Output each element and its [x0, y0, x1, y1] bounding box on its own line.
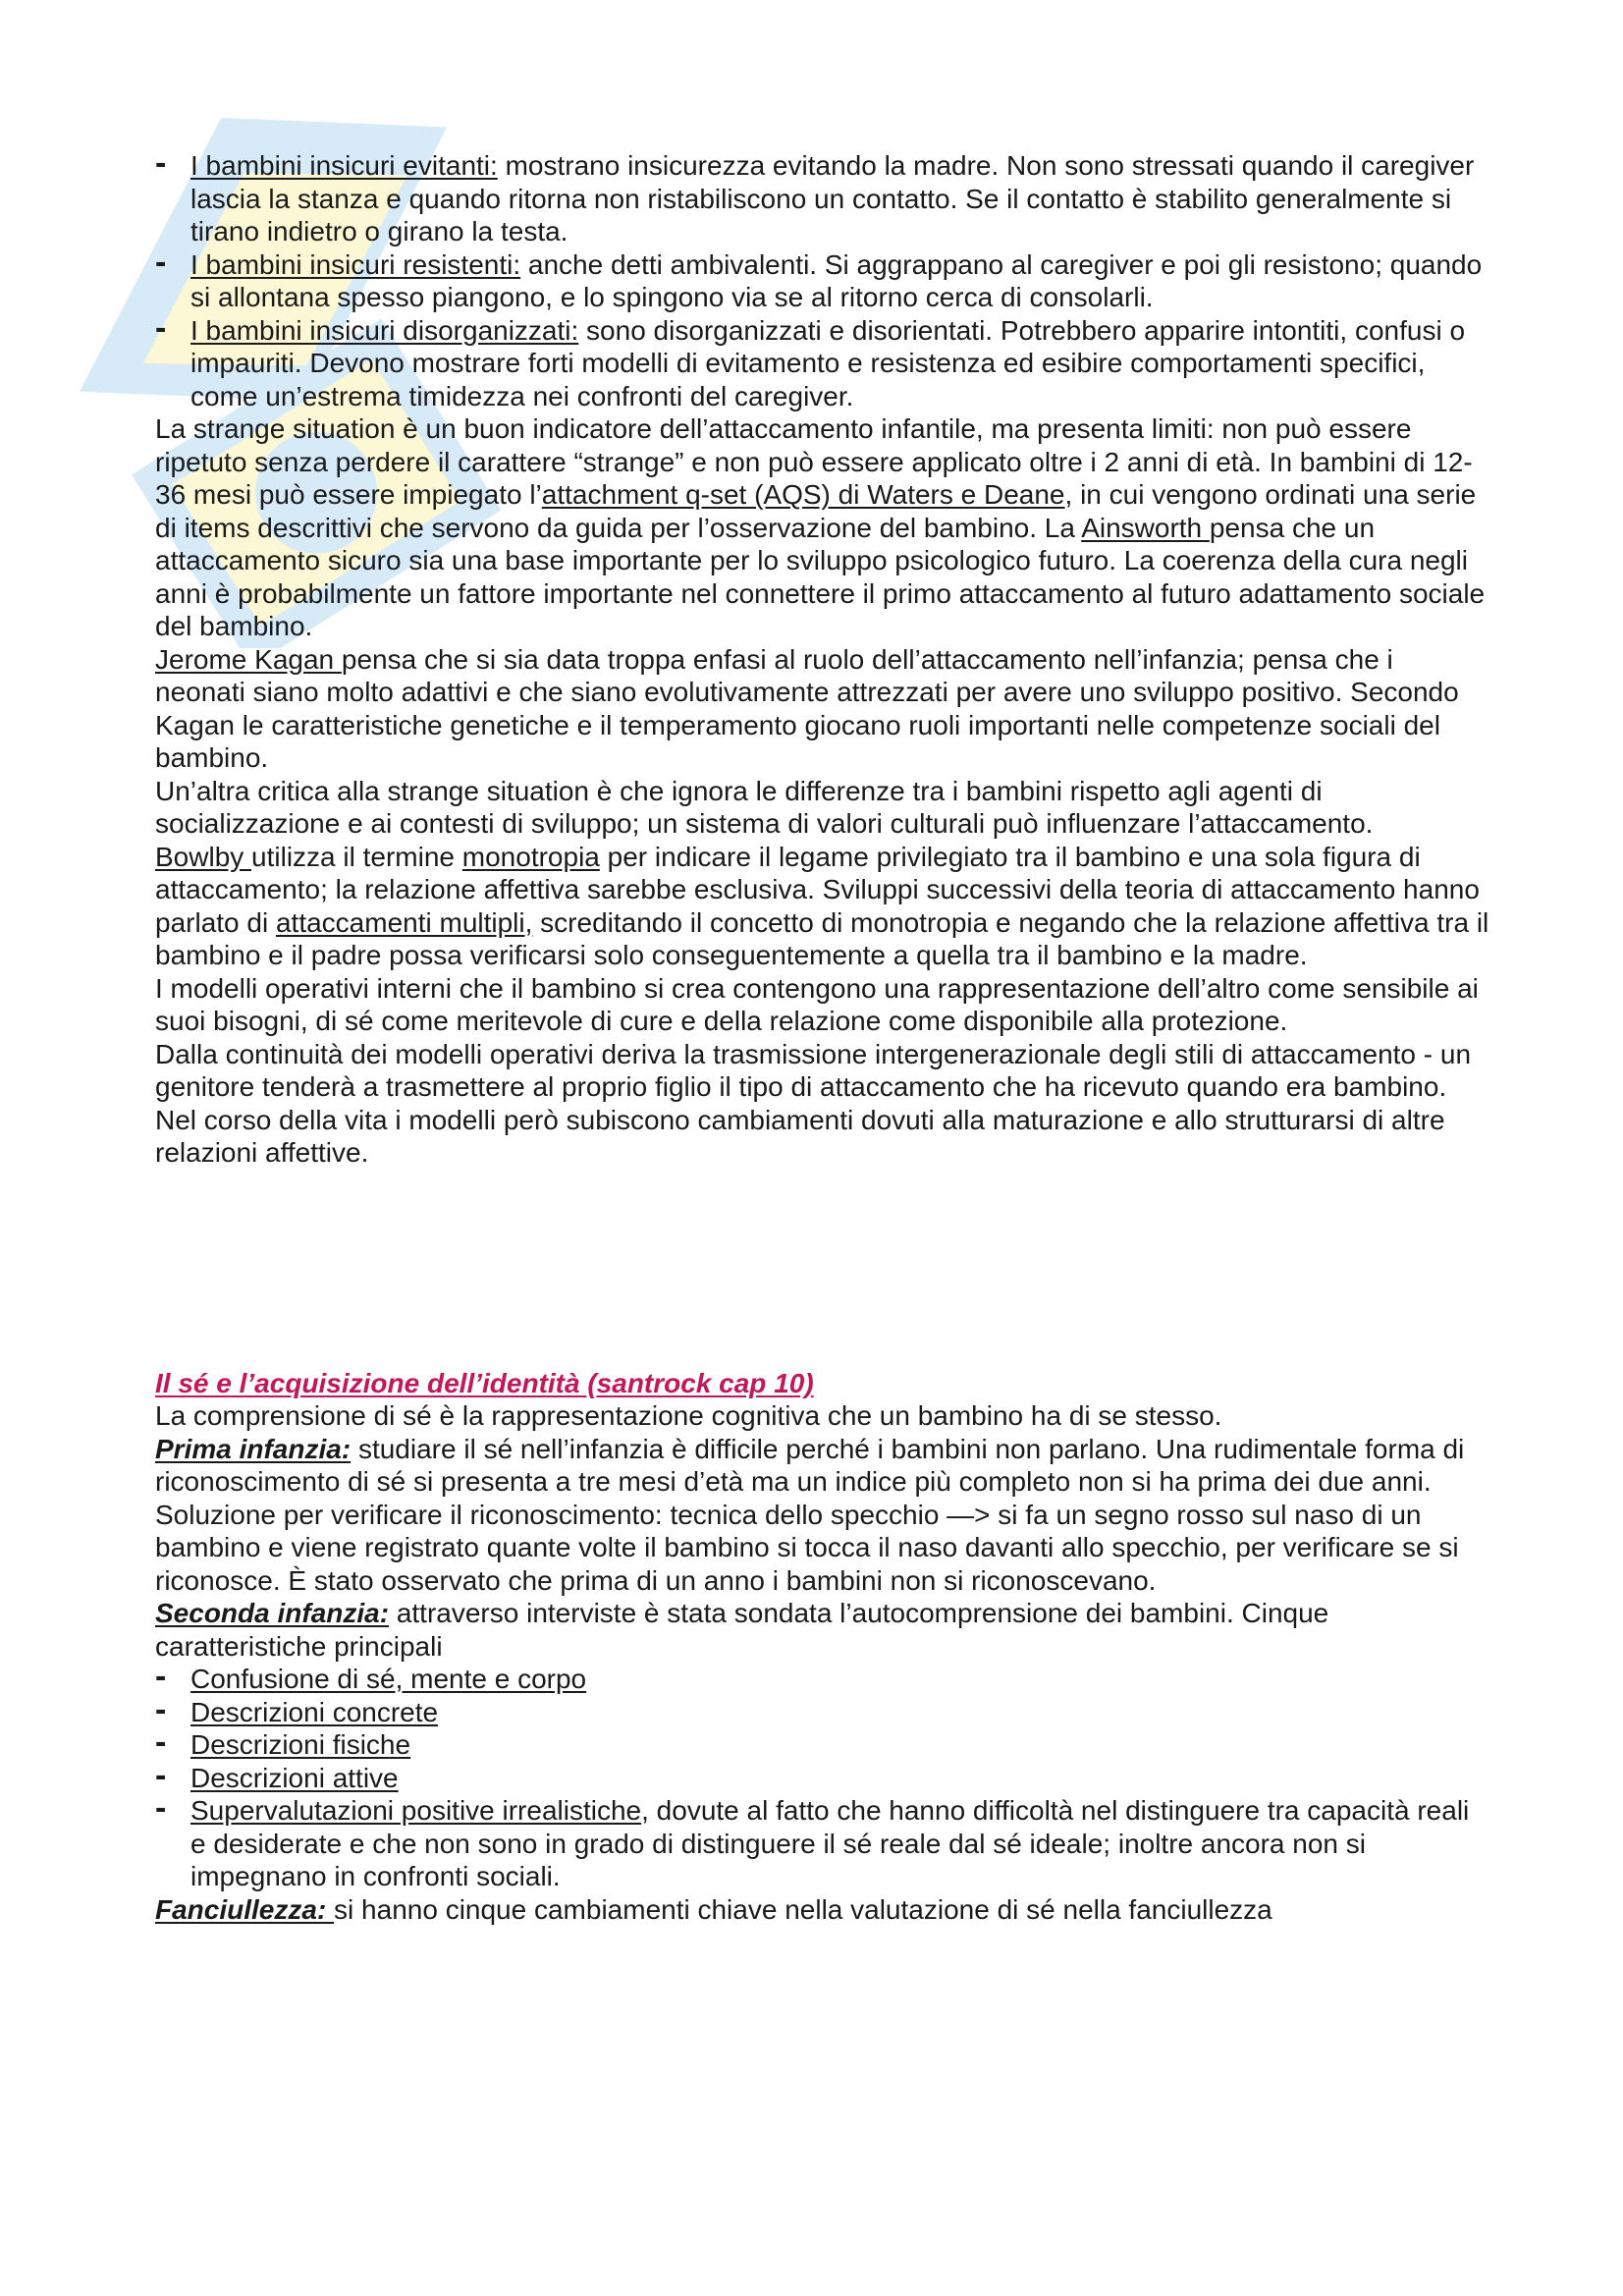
term-kagan: Jerome Kagan — [155, 643, 342, 675]
list-item-text: , dovute al fatto che hanno difficoltà nel distinguere tra capacità reali e desiderate e che non sono in grado di distinguere il sé reale dal sé ideale; inoltre ancora non si impegnano in confronti sociali. — [190, 1795, 1470, 1891]
paragraph-intro: La comprensione di sé è la rappresentazione cognitiva che un bambino ha di se stesso. — [155, 1400, 1222, 1431]
term-bowlby: Bowlby — [155, 841, 252, 872]
term-ainsworth: Ainsworth — [1081, 512, 1210, 543]
term-monotropia: monotropia — [461, 841, 600, 872]
list-item — [155, 314, 1490, 413]
text-run: pensa che si sia data troppa enfasi al ruolo dell’attaccamento nell’infanzia; pensa che i neonati siano molto adattivi e che siano evolutivamente attrezzati per avere uno sviluppo positivo. Secondo Kagan le caratteristiche genetiche e il temperamento giocano ruoli importanti nelle competenze sociali del bambino. — [155, 643, 1459, 773]
characteristics-list — [155, 1663, 1490, 1893]
text-run: , in cui vengono ordinati una serie di items descrittivi che servono da guida per l’osservazione del bambino. La — [155, 479, 1477, 543]
list-item — [155, 1794, 1490, 1893]
list-item — [155, 1663, 1490, 1696]
list-item-term: Descrizioni fisiche — [190, 1729, 411, 1760]
list-item-term: Supervalutazioni positive irrealistiche — [190, 1795, 642, 1826]
list-item-text: sono disorganizzati e disorientati. Potrebbero apparire intontiti, confusi o impauriti. Devono mostrare forti modelli di evitamento e resistenza ed esibire comportamenti specifici, come un’estrema timidezza nei confronti del caregiver. — [190, 314, 1466, 411]
list-item — [155, 1696, 1490, 1729]
list-item-text: mostrano insicurezza evitando la madre. Non sono stressati quando il caregiver lascia la stanza e quando ritorna non ristabiliscono un contatto. Se il contatto è stabilito generalmente si tirano indietro o girano la testa. — [190, 150, 1475, 246]
term-aqs: attachment q-set (AQS) di Waters e Deane — [541, 479, 1065, 510]
label-seconda-infanzia: Seconda infanzia: — [155, 1598, 390, 1628]
paragraph-trasmissione: Dalla continuità dei modelli operativi deriva la trasmissione intergenerazionale degli stili di attaccamento - un genitore tenderà a trasmettere al proprio figlio il tipo di attaccamento che ha ricevuto quando era bambino. Nel corso della vita i modelli però subiscono cambiamenti dovuti alla maturazione e allo strutturarsi di altre relazioni affettive. — [155, 1038, 1472, 1168]
attachment-types-list — [155, 149, 1490, 412]
text-run: La strange situation è un buon indicatore dell’attaccamento infantile, ma presenta limiti: non può essere ripetuto senza perdere il carattere “strange” e non può essere applicato oltre i 2 anni di età. In bambini di 12-36 mesi può essere impiegato l’ — [155, 413, 1473, 510]
term-attaccamenti-multipli: attaccamenti multipli, — [275, 906, 533, 938]
paragraph-kagan — [155, 643, 1490, 775]
paragraph-modelli-operativi: I modelli operativi interni che il bambino si crea contengono una rappresentazione dell’altro come sensibile ai suoi bisogni, di sé come meritevole di cure e della relazione come disponibile alla protezione. — [155, 972, 1479, 1036]
paragraph-bowlby — [155, 841, 1490, 972]
list-item-term: I bambini insicuri resistenti: — [190, 248, 521, 280]
text-run: studiare il sé nell’infanzia è difficile perché i bambini non parlano. Una rudimentale forma di riconoscimento di sé si presenta a tre mesi d’età ma un indice più completo non si ha prima dei due anni. Soluzione per verificare il riconoscimento: tecnica dello specchio —> si fa un segno rosso sul naso di un bambino e viene registrato quante volte il bambino si tocca il naso davanti allo specchio, per verificare se si riconosce. È stato osservato che prima di un anno i bambini non si riconoscevano. — [155, 1433, 1465, 1596]
text-run: utilizza il termine — [251, 841, 462, 872]
document-page — [155, 149, 1490, 1926]
section-heading: Il sé e l’acquisizione dell’identità (santrock cap 10) — [155, 1367, 814, 1398]
list-item — [155, 149, 1490, 248]
list-item — [155, 248, 1490, 314]
list-item-term: Descrizioni attive — [190, 1762, 399, 1793]
list-item — [155, 1762, 1490, 1795]
text-run: per indicare il legame privilegiato tra il bambino e una sola figura di attaccamento; la relazione affettiva sarebbe esclusiva. Sviluppi successivi della teoria di attaccamento hanno parlato di — [155, 841, 1480, 938]
list-item-text: anche detti ambivalenti. Si aggrappano al caregiver e poi gli resistono; quando si allontana spesso piangono, e lo spingono via se al ritorno cerca di consolarli. — [190, 248, 1483, 312]
spacer — [155, 1170, 1490, 1367]
list-item — [155, 1728, 1490, 1762]
paragraph-strange-situation — [155, 412, 1490, 643]
paragraph-prima-infanzia — [155, 1433, 1490, 1598]
list-item-term: I bambini insicuri evitanti: — [190, 150, 498, 181]
text-run: screditando il concetto di monotropia e negando che la relazione affettiva tra il bambino e il padre possa verificarsi solo conseguentemente a quella tra il bambino e la madre. — [155, 906, 1489, 970]
paragraph-fanciullezza — [155, 1893, 1490, 1927]
paragraph-critique: Un’altra critica alla strange situation è che ignora le differenze tra i bambini rispetto agli agenti di socializzazione e ai contesti di sviluppo; un sistema di valori culturali può influenzare l’attaccamento. — [155, 775, 1374, 839]
text-run: pensa che un attaccamento sicuro sia una base importante per lo sviluppo psicologico futuro. La coerenza della cura negli anni è probabilmente un fattore importante nel connettere il primo attaccamento al futuro adattamento sociale del bambino. — [155, 512, 1486, 641]
text-run: si hanno cinque cambiamenti chiave nella valutazione di sé nella fanciullezza — [334, 1893, 1272, 1925]
label-fanciullezza: Fanciullezza: — [155, 1893, 335, 1925]
text-run: attraverso interviste è stata sondata l’autocomprensione dei bambini. Cinque caratteristiche principali — [155, 1598, 1329, 1662]
label-prima-infanzia: Prima infanzia: — [155, 1433, 352, 1464]
list-item-term: Descrizioni concrete — [190, 1696, 439, 1727]
list-item-term: I bambini insicuri disorganizzati: — [190, 314, 579, 346]
list-item-term: Confusione di sé, mente e corpo — [190, 1664, 587, 1694]
paragraph-seconda-infanzia — [155, 1597, 1490, 1663]
